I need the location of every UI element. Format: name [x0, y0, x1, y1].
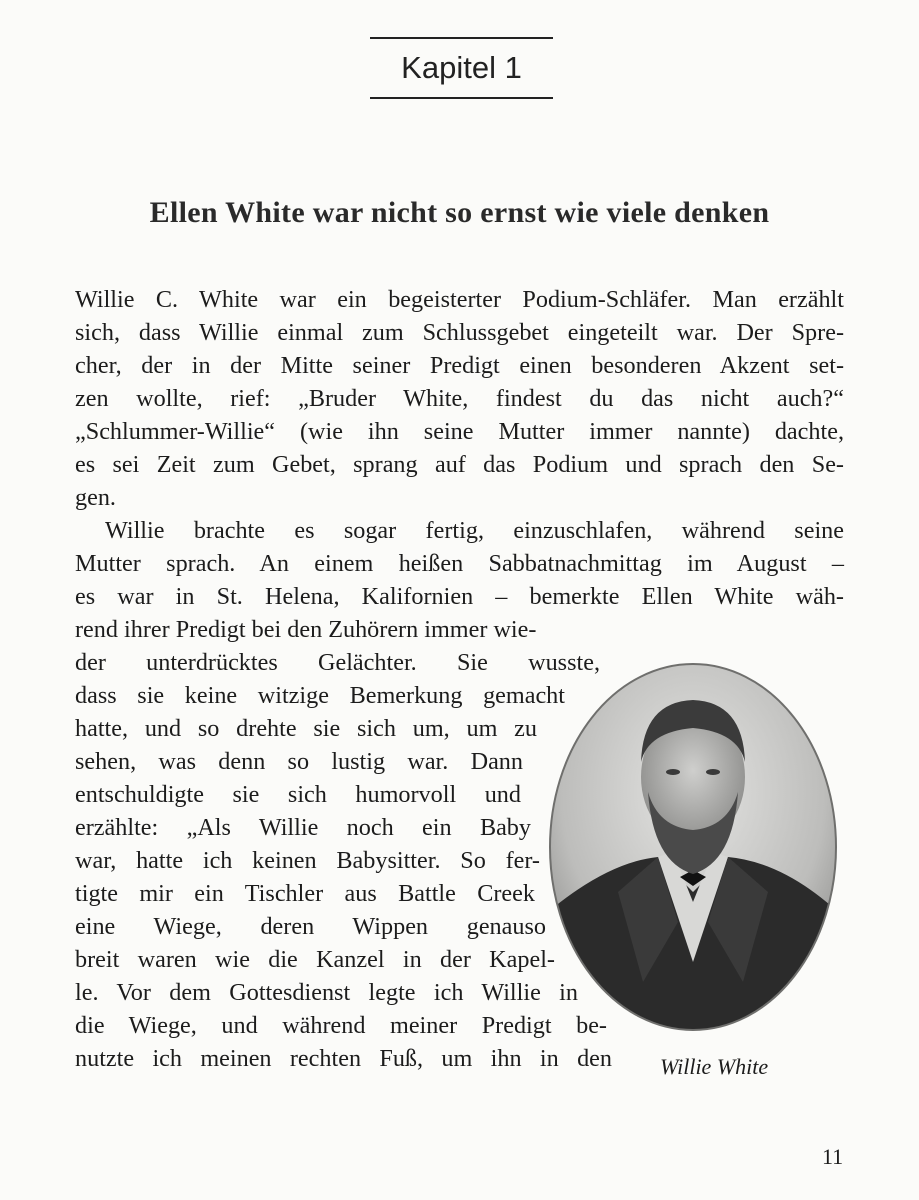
text-line: war, hatte ich keinen Babysitter. So fer-	[75, 847, 540, 874]
chapter-title: Ellen White war nicht so ernst wie viele denken	[149, 196, 770, 229]
text-line: breit waren wie die Kanzel in der Kapel-	[75, 946, 555, 973]
text-line: tigte mir ein Tischler aus Battle Creek	[75, 880, 535, 907]
photo-caption: Willie White	[660, 1054, 769, 1079]
text-line: eine Wiege, deren Wippen genauso	[75, 913, 546, 940]
text-line: Willie C. White war ein begeisterter Podium-Schläfer. Man erzählt	[75, 286, 844, 313]
text-line: Mutter sprach. An einem heißen Sabbatnachmittag im August –	[75, 550, 844, 577]
text-line: sehen, was denn so lustig war. Dann	[75, 748, 523, 775]
portrait-photo	[548, 662, 838, 1032]
text-line: „Schlummer-Willie“ (wie ihn seine Mutter immer nannte) dachte,	[75, 418, 844, 445]
text-line: rend ihrer Predigt bei den Zuhörern immer wie-	[75, 616, 537, 643]
text-line: gen.	[75, 484, 116, 511]
text-line: nutzte ich meinen rechten Fuß, um ihn in den	[75, 1045, 612, 1072]
text-line: der unterdrücktes Gelächter. Sie wusste,	[75, 649, 600, 676]
text-line: dass sie keine witzige Bemerkung gemacht	[75, 682, 565, 709]
text-line: entschuldigte sie sich humorvoll und	[75, 781, 521, 808]
text-line: cher, der in der Mitte seiner Predigt einen besonderen Akzent set-	[75, 352, 844, 379]
text-line: die Wiege, und während meiner Predigt be-	[75, 1012, 607, 1039]
text-line: Willie brachte es sogar fertig, einzuschlafen, während seine	[105, 517, 844, 544]
text-line: es sei Zeit zum Gebet, sprang auf das Podium und sprach den Se-	[75, 451, 844, 478]
text-line: erzählte: „Als Willie noch ein Baby	[75, 814, 531, 841]
text-line: le. Vor dem Gottesdienst legte ich Willie in	[75, 979, 578, 1006]
text-line: hatte, und so drehte sie sich um, um zu	[75, 715, 537, 742]
chapter-heading-box	[370, 37, 553, 99]
text-line: es war in St. Helena, Kalifornien – bemerkte Ellen White wäh-	[75, 583, 844, 610]
chapter-label: Kapitel 1	[401, 50, 522, 85]
text-line: zen wollte, rief: „Bruder White, findest du das nicht auch?“	[75, 385, 844, 412]
text-line: sich, dass Willie einmal zum Schlussgebet eingeteilt war. Der Spre-	[75, 319, 844, 346]
page-number: 11	[822, 1144, 844, 1169]
